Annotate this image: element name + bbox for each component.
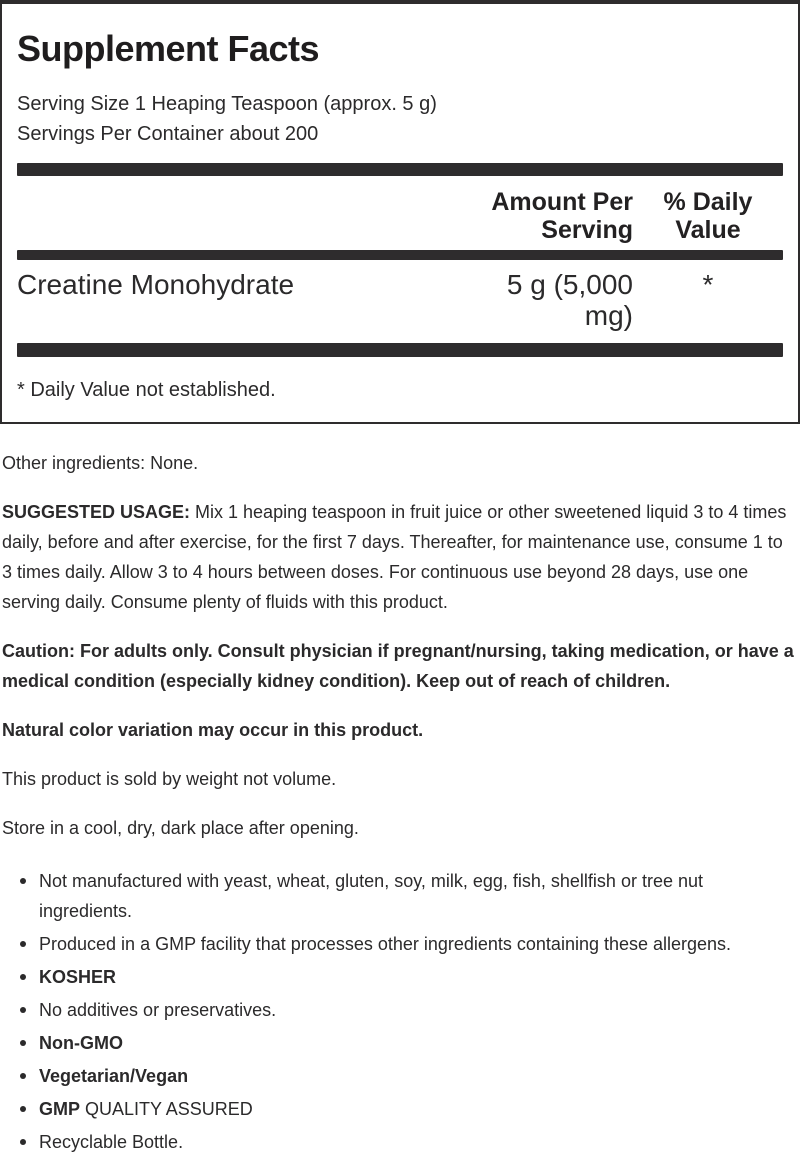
suggested-usage-paragraph: [2, 497, 797, 617]
bullet-item-text: QUALITY ASSURED: [80, 1099, 253, 1119]
bullet-item-text: Non-GMO: [39, 1033, 123, 1053]
bullet-item: [2, 929, 797, 959]
storage-note: Store in a cool, dry, dark place after opening.: [2, 818, 359, 838]
facts-header-row: [17, 176, 783, 250]
divider-under-header: [17, 250, 783, 260]
product-claims-list: [2, 866, 797, 1157]
header-spacer: [17, 188, 463, 244]
ingredient-name: Creatine Monohydrate: [17, 269, 295, 300]
bullet-item-text: Produced in a GMP facility that processes other ingredients containing these allergens.: [39, 934, 732, 954]
bullet-item-bold-lead: GMP: [39, 1099, 81, 1119]
bullet-item: [2, 1127, 797, 1157]
bullet-item: [2, 995, 797, 1025]
caution-paragraph: Caution: For adults only. Consult physician if pregnant/nursing, taking medication, or have a medical condition (especially kidney condition). Keep out of reach of children.: [2, 641, 794, 691]
natural-color-note: Natural color variation may occur in this product.: [2, 720, 424, 740]
divider-thick-bottom: [17, 343, 783, 357]
sold-by-weight-note: This product is sold by weight not volume.: [2, 769, 337, 789]
panel-title: Supplement Facts: [17, 28, 320, 69]
suggested-usage-label: SUGGESTED USAGE:: [2, 502, 191, 522]
bullet-item-text: KOSHER: [39, 967, 117, 987]
table-row: [17, 260, 783, 343]
bullet-item-text: No additives or preservatives.: [39, 1000, 277, 1020]
supplement-facts-panel: [0, 0, 800, 424]
suggested-usage-text: Mix 1 heaping teaspoon in fruit juice or other sweetened liquid 3 to 4 times daily, before and after exercise, for the first 7 days. Thereafter, for maintenance use, consume 1 to 3 times daily. Allow 3 to 4 hours between doses. For continuous use beyond 28 days, use one serving daily. Consume plenty of fluids with this product.: [2, 502, 787, 612]
column-header-daily-value: % Daily Value: [663, 188, 753, 244]
bullet-item: [2, 1094, 797, 1124]
serving-size-line: Serving Size 1 Heaping Teaspoon (approx. 5 g): [17, 93, 437, 115]
other-ingredients-text: Other ingredients: None.: [2, 453, 199, 473]
servings-per-container-line: Servings Per Container about 200: [17, 123, 319, 145]
label-body-copy: [0, 424, 800, 1157]
bullet-item-text: Vegetarian/Vegan: [39, 1066, 189, 1086]
bullet-item: [2, 866, 797, 926]
ingredient-daily-value: *: [702, 269, 714, 300]
bullet-item: [2, 962, 797, 992]
ingredient-amount: 5 g (5,000 mg): [506, 269, 633, 331]
bullet-item-text: Not manufactured with yeast, wheat, gluten, soy, milk, egg, fish, shellfish or tree nut ingredients.: [39, 871, 703, 921]
divider-thick-top: [17, 163, 783, 176]
column-header-amount: Amount Per Serving: [491, 188, 633, 244]
daily-value-footnote: * Daily Value not established.: [17, 379, 276, 401]
bullet-item: [2, 1028, 797, 1058]
bullet-item: [2, 1061, 797, 1091]
bullet-item-text: Recyclable Bottle.: [39, 1132, 184, 1152]
